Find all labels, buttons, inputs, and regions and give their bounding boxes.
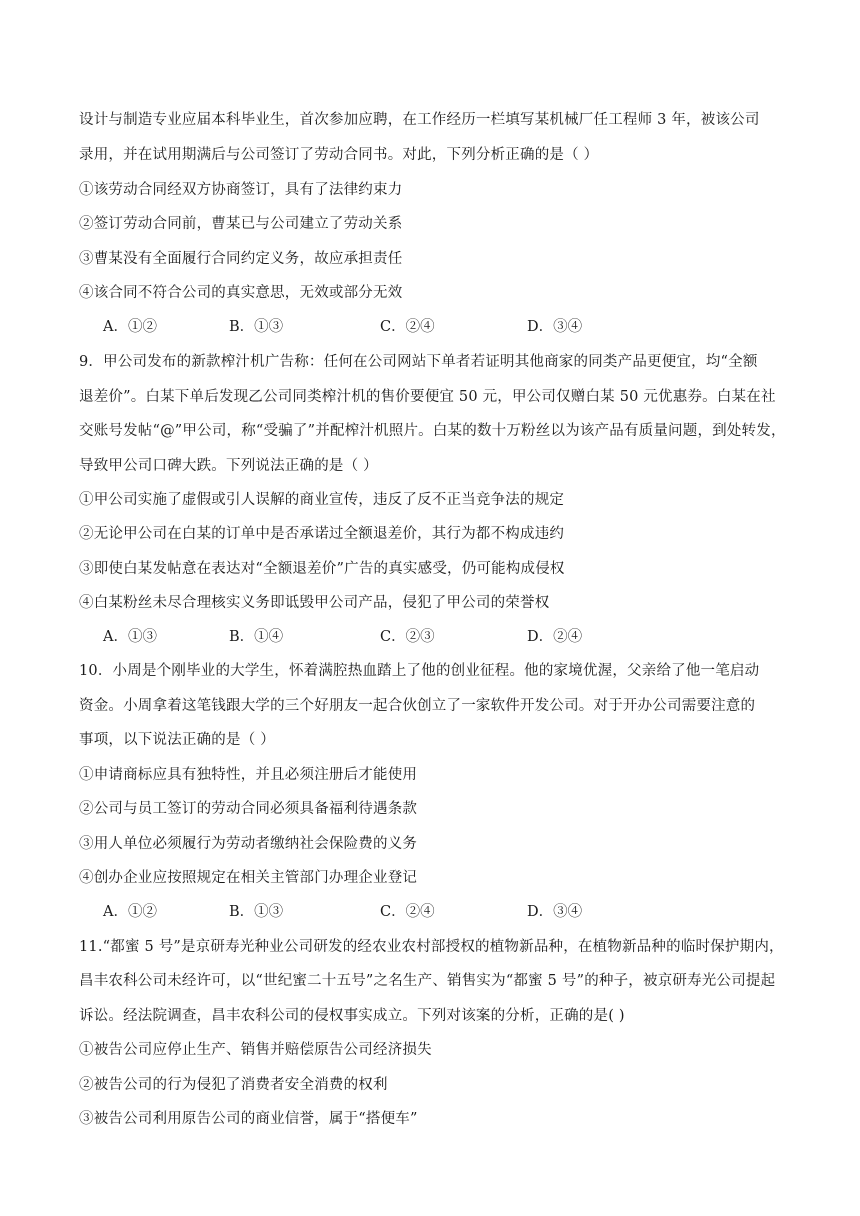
q11-statement: ②被告公司的行为侵犯了消费者安全消费的权利 bbox=[79, 1077, 388, 1093]
q8-statement: ④该合同不符合公司的真实意思，无效或部分无效 bbox=[79, 285, 403, 301]
option-d: D．③④ bbox=[527, 904, 583, 920]
q11-statement: ①被告公司应停止生产、销售并赔偿原告公司经济损失 bbox=[79, 1042, 432, 1058]
q10-statement: ①申请商标应具有独特性，并且必须注册后才能使用 bbox=[79, 767, 418, 783]
q10-text-line: 10．小周是个刚毕业的大学生，怀着满腔热血踏上了他的创业征程。他的家境优渥，父亲给了他一笔启动 bbox=[79, 663, 760, 679]
q10-statement: ②公司与员工签订的劳动合同必须具备福利待遇条款 bbox=[79, 801, 418, 817]
q11-statement: ③被告公司利用原告公司的商业信誉，属于“搭便车” bbox=[79, 1111, 418, 1127]
q9-statement: ②无论甲公司在白某的订单中是否承诺过全额退差价，其行为都不构成违约 bbox=[79, 526, 565, 542]
option-c: C．②④ bbox=[380, 319, 435, 335]
q9-text-line: 导致甲公司口碑大跌。下列说法正确的是（ ） bbox=[79, 458, 378, 474]
q9-statement: ③即使白某发帖意在表达对“全额退差价”广告的真实感受，仍可能构成侵权 bbox=[79, 561, 565, 577]
q8-statement: ②签订劳动合同前，曹某已与公司建立了劳动关系 bbox=[79, 216, 403, 232]
option-a: A．①③ bbox=[103, 629, 157, 645]
option-a: A．①② bbox=[103, 904, 157, 920]
option-d: D．②④ bbox=[527, 629, 583, 645]
option-d: D．③④ bbox=[527, 319, 583, 335]
option-b: B．①③ bbox=[229, 904, 284, 920]
option-c: C．②④ bbox=[380, 904, 435, 920]
q8-statement: ③曹某没有全面履行合同约定义务，故应承担责任 bbox=[79, 251, 403, 267]
option-b: B．①③ bbox=[229, 319, 284, 335]
q9-options bbox=[103, 627, 783, 647]
option-b: B．①④ bbox=[229, 629, 284, 645]
q10-options bbox=[103, 902, 783, 922]
q9-text-line: 退差价”。白某下单后发现乙公司同类榨汁机的售价要便宜 50 元，甲公司仅赠白某 50 元优惠券。白某在社 bbox=[79, 389, 776, 405]
q8-text-line: 录用，并在试用期满后与公司签订了劳动合同书。对此，下列分析正确的是（ ） bbox=[79, 147, 599, 163]
q11-text-line: 诉讼。经法院调查，昌丰农科公司的侵权事实成立。下列对该案的分析，正确的是( ) bbox=[79, 1008, 625, 1024]
q8-text-line: 设计与制造专业应届本科毕业生，首次参加应聘，在工作经历一栏填写某机械厂任工程师 3 年，被该公司 bbox=[79, 112, 760, 128]
q11-text-line: 11.“都蜜 5 号”是京研寿光种业公司研发的经农业农村部授权的植物新品种，在植物新品种的临时保护期内， bbox=[79, 939, 784, 955]
q8-options bbox=[103, 317, 783, 337]
q9-statement: ④白某粉丝未尽合理核实义务即诋毁甲公司产品，侵犯了甲公司的荣誉权 bbox=[79, 595, 550, 611]
q8-statement: ①该劳动合同经双方协商签订，具有了法律约束力 bbox=[79, 182, 403, 198]
q10-statement: ③用人单位必须履行为劳动者缴纳社会保险费的义务 bbox=[79, 836, 418, 852]
q9-text-line: 9．甲公司发布的新款榨汁机广告称：任何在公司网站下单者若证明其他商家的同类产品更便宜，均“全额 bbox=[79, 354, 758, 370]
q11-text-line: 昌丰农科公司未经许可，以“世纪蜜二十五号”之名生产、销售实为“都蜜 5 号”的种子，被京研寿光公司提起 bbox=[79, 973, 776, 989]
q10-text-line: 资金。小周拿着这笔钱跟大学的三个好朋友一起合伙创立了一家软件开发公司。对于开办公司需要注意的 bbox=[79, 698, 756, 714]
option-c: C．②③ bbox=[380, 629, 435, 645]
q9-text-line: 交账号发帖“@”甲公司，称“受骗了”并配榨汁机照片。白某的数十万粉丝以为该产品有质量问题，到处转发， bbox=[79, 423, 786, 439]
q10-text-line: 事项，以下说法正确的是（ ） bbox=[79, 732, 275, 748]
q9-statement: ①甲公司实施了虚假或引人误解的商业宣传，违反了反不正当竞争法的规定 bbox=[79, 492, 565, 508]
q10-statement: ④创办企业应按照规定在相关主管部门办理企业登记 bbox=[79, 870, 418, 886]
option-a: A．①② bbox=[103, 319, 157, 335]
